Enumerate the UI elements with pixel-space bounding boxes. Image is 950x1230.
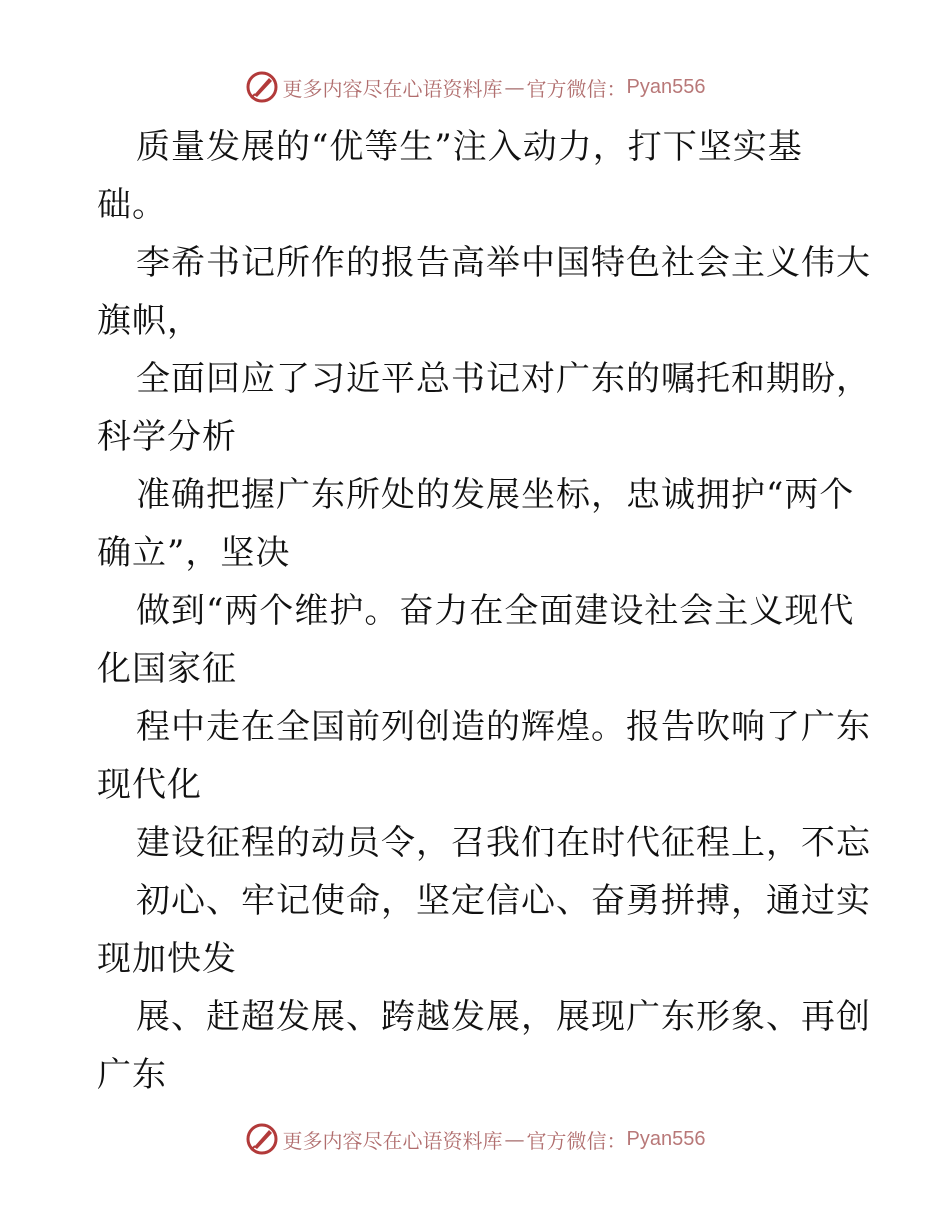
text-line: 质量发展的“优等生”注入动力，打下坚实基 [136, 127, 803, 167]
watermark-contact-label: 官方微信： [526, 1128, 627, 1153]
watermark-contact-id: Pyan556 [626, 1127, 706, 1150]
watermark-text: 更多内容尽在心语资料库 [282, 76, 503, 101]
watermark-contact-id: Pyan556 [626, 75, 706, 98]
text-line: 化国家征 [97, 649, 237, 689]
text-line: 确立”，坚决 [97, 533, 291, 573]
text-line: 现代化 [97, 765, 202, 805]
text-line: 程中走在全国前列创造的辉煌。报告吹响了广东 [136, 707, 871, 747]
text-line: 初心、牢记使命，坚定信心、奋勇拼搏，通过实 [136, 881, 871, 921]
quill-logo-icon [245, 70, 279, 104]
watermark-contact-label: 官方微信： [526, 76, 627, 101]
text-line: 展、赶超发展、跨越发展，展现广东形象、再创 [136, 997, 871, 1037]
watermark-separator: — [504, 75, 525, 99]
watermark-text: 更多内容尽在心语资料库 [282, 1128, 503, 1153]
text-line: 础。 [97, 185, 167, 225]
text-line: 李希书记所作的报告高举中国特色社会主义伟大 [136, 243, 871, 283]
text-line: 建设征程的动员令，召我们在时代征程上，不忘 [136, 823, 871, 863]
watermark-separator: — [504, 1127, 525, 1151]
footer-watermark [0, 1122, 950, 1156]
text-line: 准确把握广东所处的发展坐标，忠诚拥护“两个 [136, 475, 855, 515]
quill-logo-icon [245, 1122, 279, 1156]
text-line: 广东 [97, 1055, 167, 1095]
text-line: 旗帜， [97, 301, 202, 341]
text-line: 全面回应了习近平总书记对广东的嘱托和期盼， [136, 359, 871, 399]
text-line: 现加快发 [97, 939, 237, 979]
text-line: 做到“两个维护。奋力在全面建设社会主义现代 [136, 591, 855, 631]
header-watermark [0, 70, 950, 104]
document-body [97, 118, 871, 1104]
text-line: 科学分析 [97, 417, 237, 457]
